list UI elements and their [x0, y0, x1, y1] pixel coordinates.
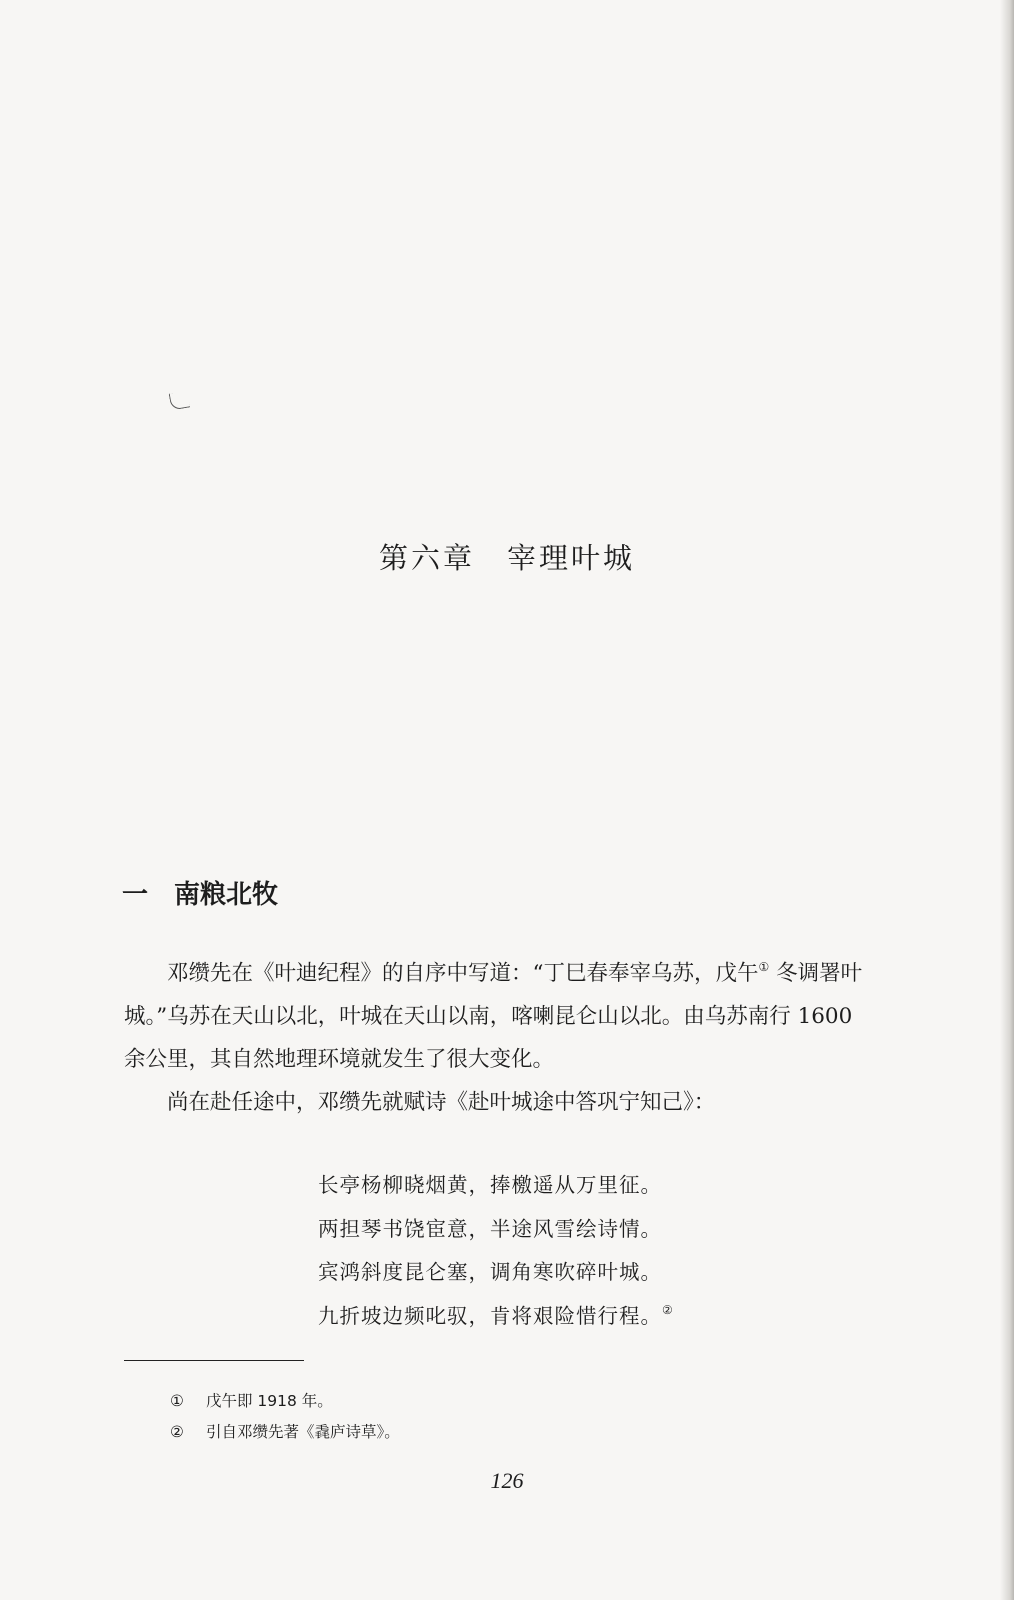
footnote-2 [170, 1417, 400, 1448]
section-heading: 一 南粮北牧 [122, 880, 279, 910]
poem-line-3: 宾鸿斜度昆仑塞，调角寒吹碎叶城。 [318, 1260, 662, 1284]
footnote-ref-1[interactable]: ① [758, 960, 770, 974]
footnotes [170, 1386, 400, 1448]
poem-line-4 [318, 1295, 674, 1339]
poem-line-1: 长亭杨柳晓烟黄，捧檄遥从万里征。 [318, 1173, 662, 1197]
paragraph-1-part-b: 冬调署叶城。”乌苏在天山以北，叶城在天山以南，喀喇昆仑山以北。由乌苏南行 1600 余公里，其自然地理环境就发生了很大变化。 [124, 961, 863, 1072]
page-number: 126 [490, 1468, 524, 1493]
poem-line-2: 两担琴书饶宦意，半途风雪绘诗情。 [318, 1216, 662, 1241]
footnote-1-mark: ① [170, 1392, 184, 1410]
footnote-1 [170, 1386, 400, 1417]
paragraph-1-part-a: 邓缵先在《叶迪纪程》的自序中写道：“丁巳春奉宰乌苏，戊午 [167, 961, 759, 986]
footnote-2-text: 引自邓缵先著《毳庐诗草》。 [206, 1423, 400, 1441]
footnote-2-mark: ② [170, 1423, 184, 1441]
chapter-title: 第六章 宰理叶城 [378, 541, 635, 575]
paragraph-1 [124, 952, 876, 1081]
poem [318, 1164, 674, 1338]
footnote-divider [124, 1360, 304, 1361]
body-text [124, 952, 876, 1124]
page-edge-shadow [1000, 0, 1014, 1600]
stray-pen-mark [169, 390, 191, 410]
poem-line-4-text: 九折坡边频叱驭，肯将艰险惜行程。 [318, 1303, 662, 1328]
paragraph-2: 尚在赴任途中，邓缵先就赋诗《赴叶城途中答巩宁知己》： [167, 1090, 716, 1115]
footnote-ref-2[interactable]: ② [662, 1302, 674, 1317]
footnote-1-text: 戊午即 1918 年。 [206, 1392, 333, 1410]
